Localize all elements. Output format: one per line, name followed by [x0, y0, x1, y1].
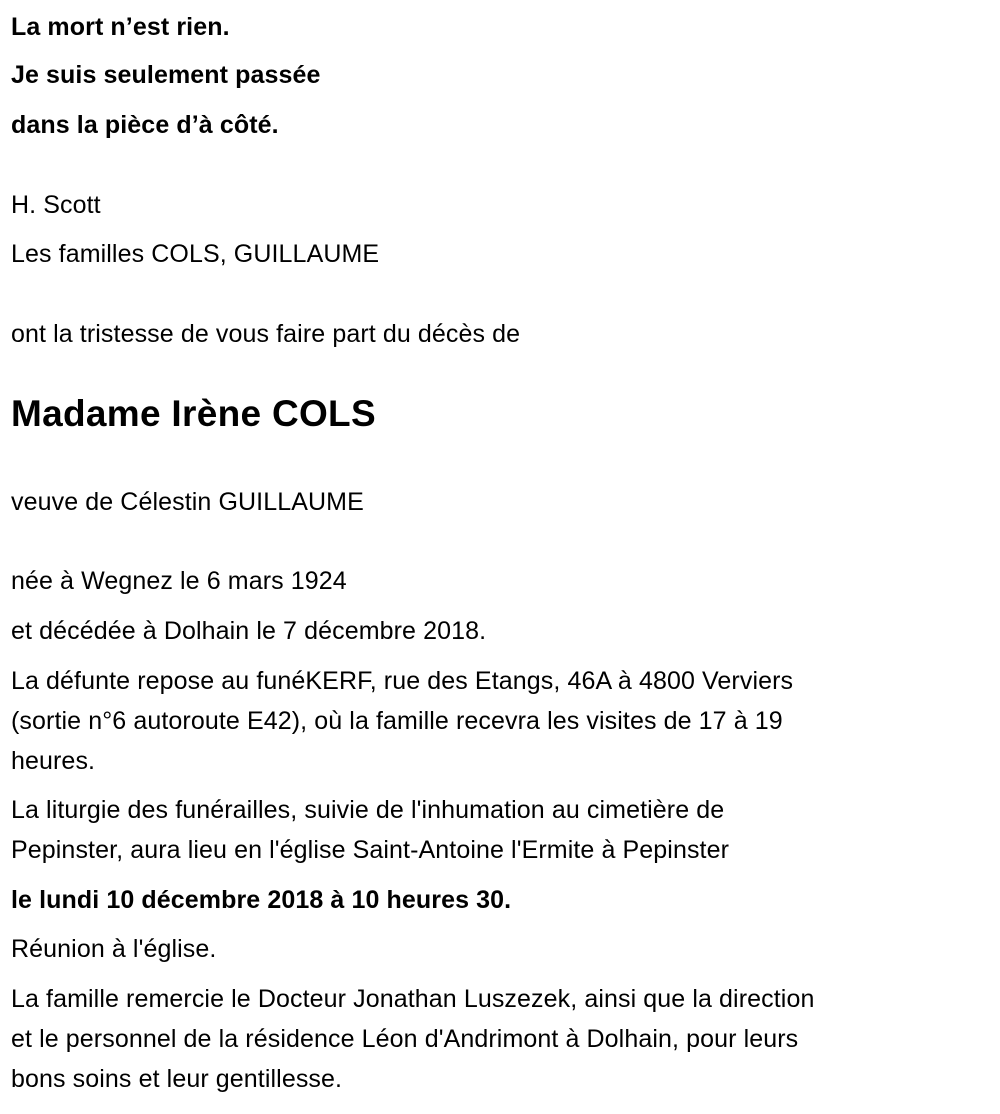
- announcement-text: ont la tristesse de vous faire part du décès de: [11, 320, 521, 348]
- epitaph-line-1: La mort n’est rien.: [11, 13, 230, 41]
- epitaph-line-2: Je suis seulement passée: [11, 61, 321, 89]
- thanks-line-1: La famille remercie le Docteur Jonathan Luszezek, ainsi que la direction: [11, 985, 815, 1013]
- thanks-line-2: et le personnel de la résidence Léon d'Andrimont à Dolhain, pour leurs: [11, 1025, 799, 1053]
- funeral-line-2: Pepinster, aura lieu en l'église Saint-Antoine l'Ermite à Pepinster: [11, 836, 730, 864]
- funeral-date-time: le lundi 10 décembre 2018 à 10 heures 30.: [11, 886, 512, 914]
- death-info: et décédée à Dolhain le 7 décembre 2018.: [11, 617, 487, 645]
- thanks-line-3: bons soins et leur gentillesse.: [11, 1065, 343, 1093]
- deceased-name: Madame Irène COLS: [11, 393, 376, 434]
- epitaph-line-3: dans la pièce d’à côté.: [11, 111, 279, 139]
- visitation-line-3: heures.: [11, 747, 96, 775]
- families-line: Les familles COLS, GUILLAUME: [11, 240, 380, 268]
- visitation-line-1: La défunte repose au funéKERF, rue des Etangs, 46A à 4800 Verviers: [11, 667, 794, 695]
- epitaph-author: H. Scott: [11, 191, 101, 219]
- meeting-place: Réunion à l'église.: [11, 935, 217, 963]
- widow-of: veuve de Célestin GUILLAUME: [11, 488, 364, 516]
- funeral-line-1: La liturgie des funérailles, suivie de l'inhumation au cimetière de: [11, 796, 725, 824]
- birth-info: née à Wegnez le 6 mars 1924: [11, 567, 347, 595]
- visitation-line-2: (sortie n°6 autoroute E42), où la famille recevra les visites de 17 à 19: [11, 707, 783, 735]
